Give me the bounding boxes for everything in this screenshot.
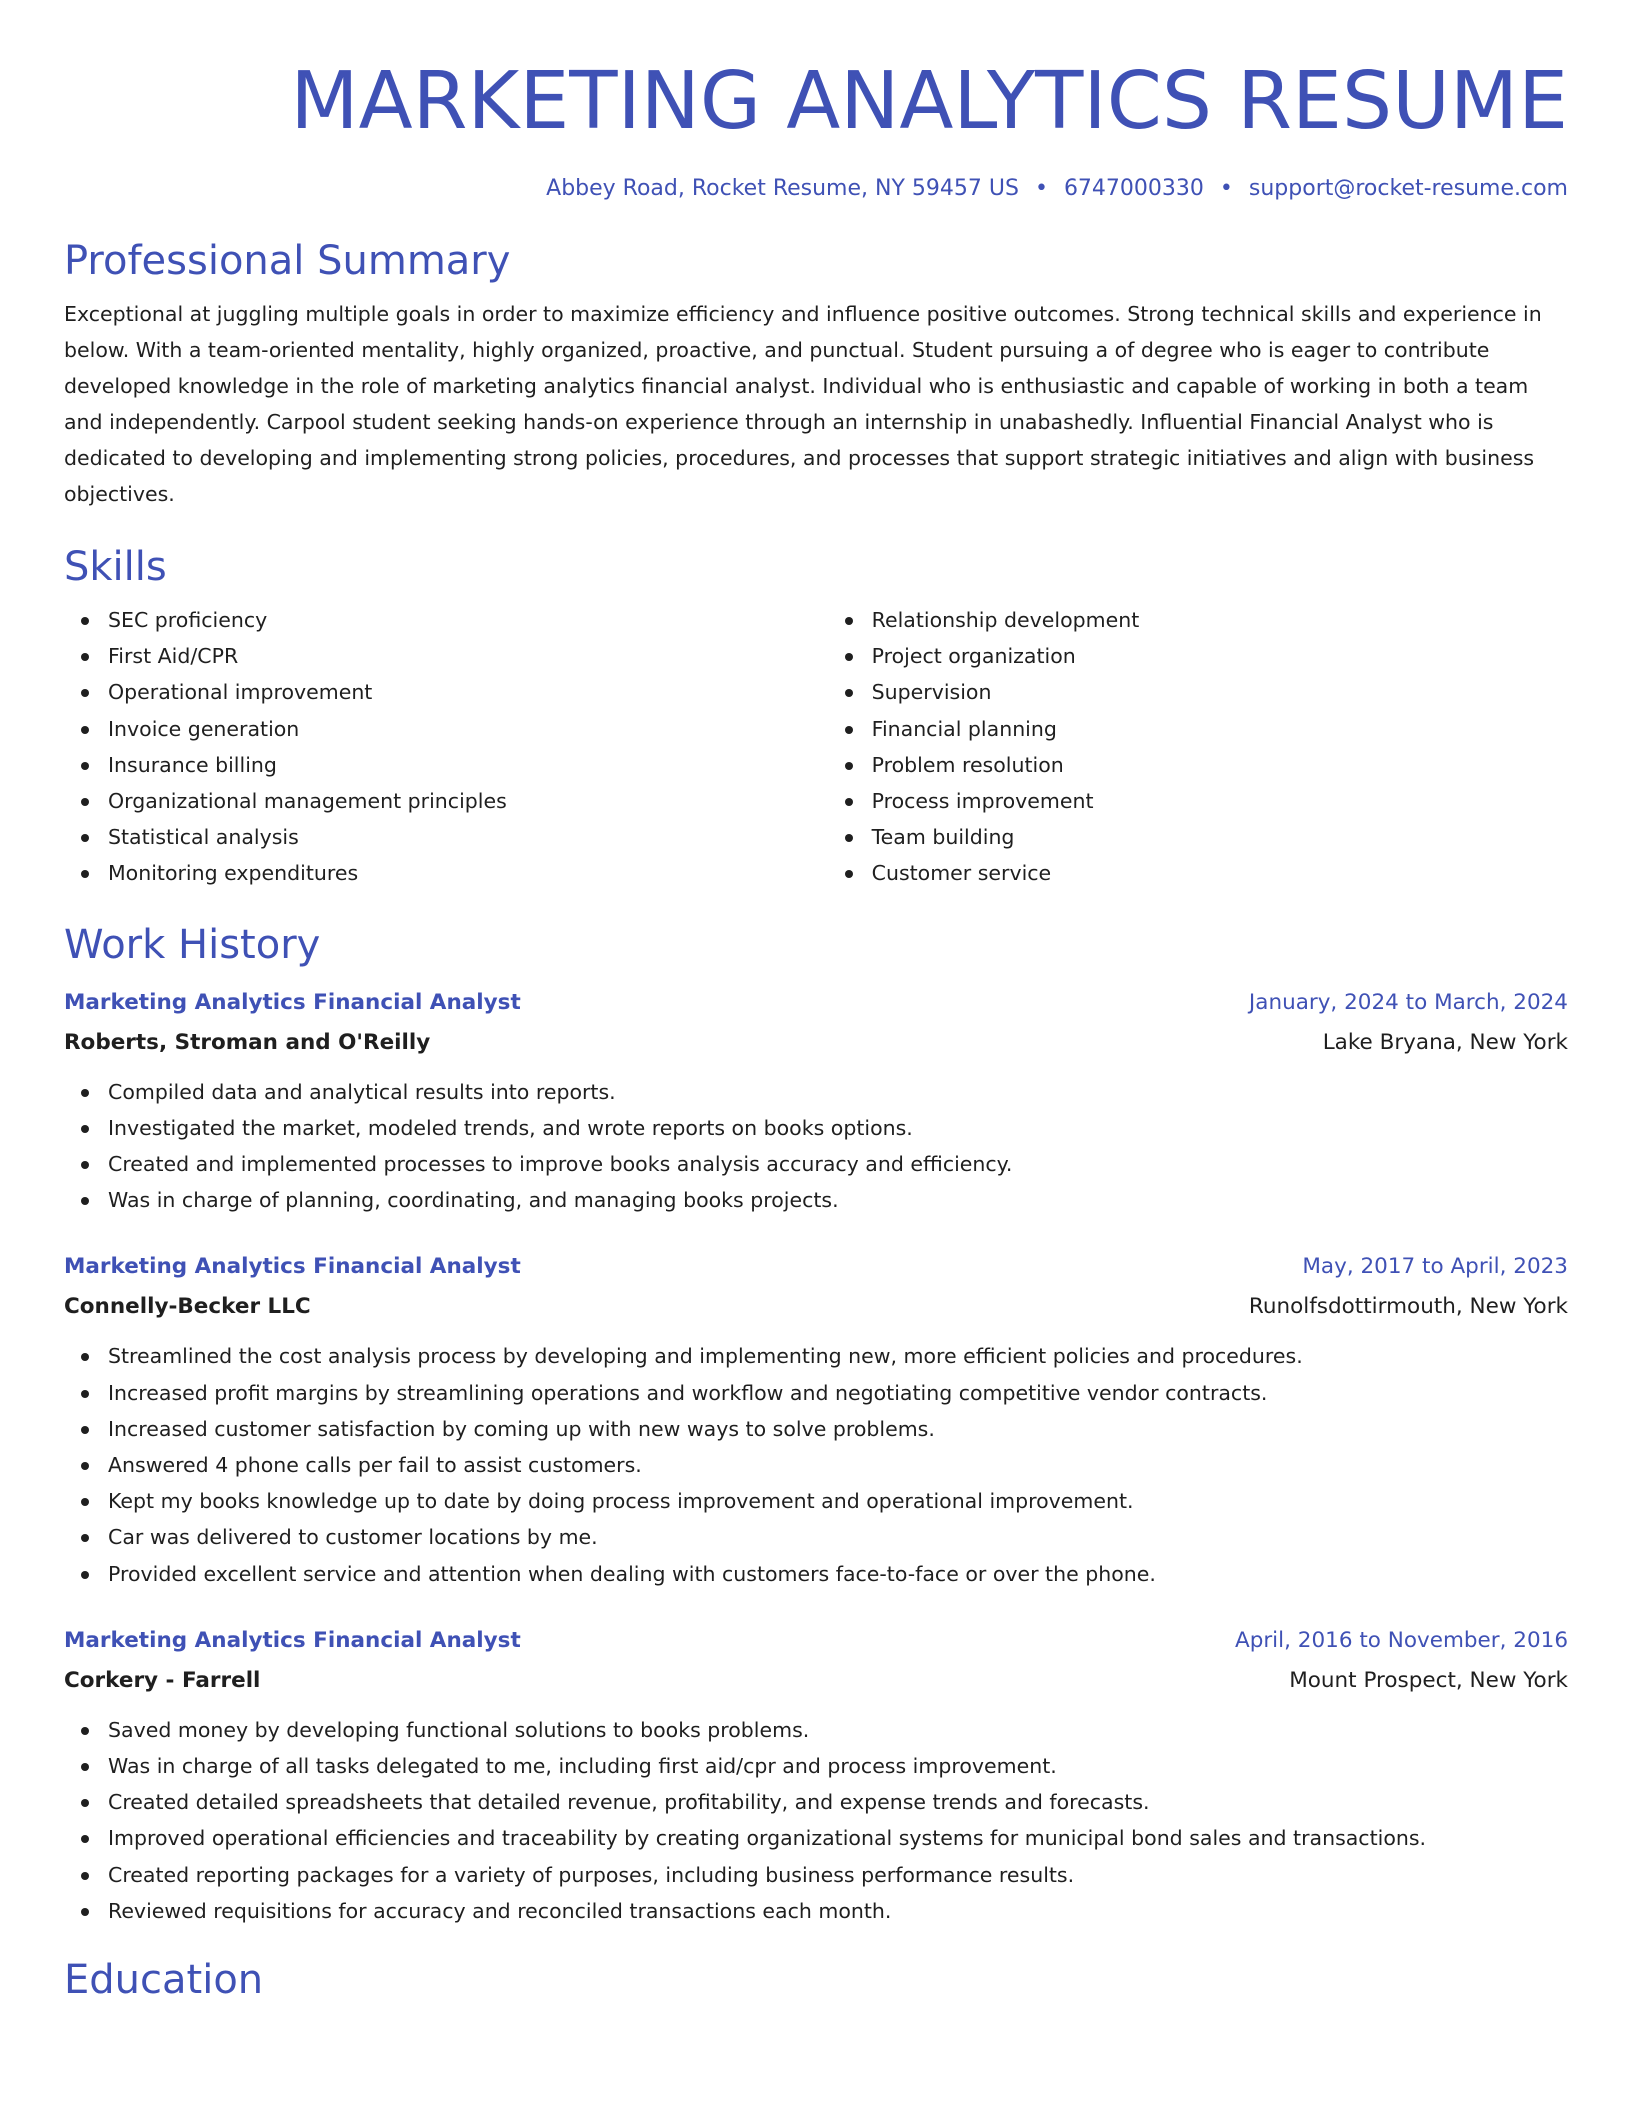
skill-item: Insurance billing: [108, 747, 828, 783]
contact-phone: 6747000330: [1063, 176, 1204, 201]
job-dates: January, 2024 to March, 2024: [1248, 989, 1568, 1015]
job-bullet: Car was delivered to customer locations by me.: [108, 1519, 1568, 1555]
skills-list-right: [828, 602, 1568, 892]
contact-address: Abbey Road, Rocket Resume, NY 59457 US: [546, 176, 1019, 201]
job-title: Marketing Analytics Financial Analyst: [64, 1627, 521, 1653]
job-entry: [64, 984, 1568, 1219]
skill-item: Monitoring expenditures: [108, 855, 828, 891]
summary-heading: Professional Summary: [64, 238, 511, 284]
work-history-section: [64, 920, 1568, 1929]
job-bullet: Answered 4 phone calls per fail to assist customers.: [108, 1447, 1568, 1483]
education-section: [64, 1955, 1568, 2005]
skills-list-left: [64, 602, 828, 892]
job-company-row: [64, 1286, 1568, 1328]
job-bullet: Saved money by developing functional solutions to books problems.: [108, 1712, 1568, 1748]
summary-text: Exceptional at juggling multiple goals in order to maximize efficiency and influence positive outcomes. Strong technical skills and experience in below. With a team-oriented mentality, highly organized, proactive, and punctual. Student pursuing a of degree who is eager to contribute developed knowledge in the role of marketing analytics financial analyst. Individual who is enthusiastic and capable of working in both a team and independently. Carpool student seeking hands-on experience through an internship in unabashedly. Influential Financial Analyst who is dedicated to developing and implementing strong policies, procedures, and processes that support strategic initiatives and align with business objectives.: [64, 302, 1542, 506]
education-heading: Education: [64, 1957, 264, 2004]
job-bullet: Created detailed spreadsheets that detailed revenue, profitability, and expense trends and forecasts.: [108, 1784, 1568, 1820]
job-bullets: [64, 1074, 1568, 1219]
skill-item: SEC proficiency: [108, 602, 828, 638]
job-bullet: Increased customer satisfaction by coming up with new ways to solve problems.: [108, 1411, 1568, 1447]
resume-page: [64, 0, 1568, 2005]
skill-item: Supervision: [872, 674, 1568, 710]
skill-item: Project organization: [872, 638, 1568, 674]
job-location: Lake Bryana, New York: [1322, 1029, 1568, 1055]
skill-item: Organizational management principles: [108, 783, 828, 819]
skill-item: Financial planning: [872, 711, 1568, 747]
resume-title: MARKETING ANALYTICS RESUME: [290, 55, 1568, 147]
summary-section: [64, 236, 1568, 512]
skill-item: Invoice generation: [108, 711, 828, 747]
contact-separator: •: [1034, 176, 1048, 201]
job-dates: May, 2017 to April, 2023: [1302, 1254, 1568, 1280]
skill-item: Operational improvement: [108, 674, 828, 710]
job-company-row: [64, 1022, 1568, 1064]
job-location: Runolfsdottirmouth, New York: [1248, 1294, 1568, 1320]
job-bullet: Reviewed requisitions for accuracy and reconciled transactions each month.: [108, 1893, 1568, 1929]
job-bullet: Improved operational efficiencies and traceability by creating organizational systems for municipal bond sales and transactions.: [108, 1820, 1568, 1856]
skills-section: [64, 542, 1568, 892]
job-header-row: [64, 1622, 1568, 1660]
contact-email: support@rocket-resume.com: [1248, 176, 1568, 201]
job-dates: April, 2016 to November, 2016: [1234, 1627, 1568, 1653]
skill-item: Team building: [872, 819, 1568, 855]
skill-item: Relationship development: [872, 602, 1568, 638]
job-bullet: Was in charge of all tasks delegated to me, including first aid/cpr and process improvement.: [108, 1748, 1568, 1784]
job-bullets: [64, 1712, 1568, 1929]
job-title: Marketing Analytics Financial Analyst: [64, 989, 521, 1015]
skill-item: Process improvement: [872, 783, 1568, 819]
skills-heading: Skills: [64, 544, 167, 590]
work-history-heading: Work History: [64, 921, 321, 968]
job-company: Corkery - Farrell: [64, 1667, 261, 1693]
job-bullet: Created and implemented processes to improve books analysis accuracy and efficiency.: [108, 1146, 1568, 1182]
skill-item: Statistical analysis: [108, 819, 828, 855]
job-header-row: [64, 1248, 1568, 1286]
contact-line: [64, 174, 1568, 204]
job-header-row: [64, 984, 1568, 1022]
job-entry: [64, 1622, 1568, 1929]
job-entry: [64, 1248, 1568, 1591]
job-bullet: Increased profit margins by streamlining operations and workflow and negotiating competitive vendor contracts.: [108, 1375, 1568, 1411]
job-company: Roberts, Stroman and O'Reilly: [64, 1029, 431, 1055]
skill-item: Customer service: [872, 855, 1568, 891]
job-bullet: Compiled data and analytical results into reports.: [108, 1074, 1568, 1110]
job-title: Marketing Analytics Financial Analyst: [64, 1254, 521, 1280]
job-location: Mount Prospect, New York: [1289, 1667, 1568, 1693]
job-bullet: Was in charge of planning, coordinating, and managing books projects.: [108, 1182, 1568, 1218]
job-bullet: Investigated the market, modeled trends, and wrote reports on books options.: [108, 1110, 1568, 1146]
job-bullet: Kept my books knowledge up to date by doing process improvement and operational improvement.: [108, 1483, 1568, 1519]
skill-item: Problem resolution: [872, 747, 1568, 783]
skill-item: First Aid/CPR: [108, 638, 828, 674]
job-company-row: [64, 1660, 1568, 1702]
job-bullet: Streamlined the cost analysis process by developing and implementing new, more efficient policies and procedures.: [108, 1338, 1568, 1374]
skills-grid: [64, 602, 1568, 892]
job-bullets: [64, 1338, 1568, 1591]
job-company: Connelly-Becker LLC: [64, 1294, 311, 1320]
job-bullet: Created reporting packages for a variety of purposes, including business performance results.: [108, 1857, 1568, 1893]
job-bullet: Provided excellent service and attention when dealing with customers face-to-face or over the phone.: [108, 1556, 1568, 1592]
contact-separator: •: [1219, 176, 1233, 201]
